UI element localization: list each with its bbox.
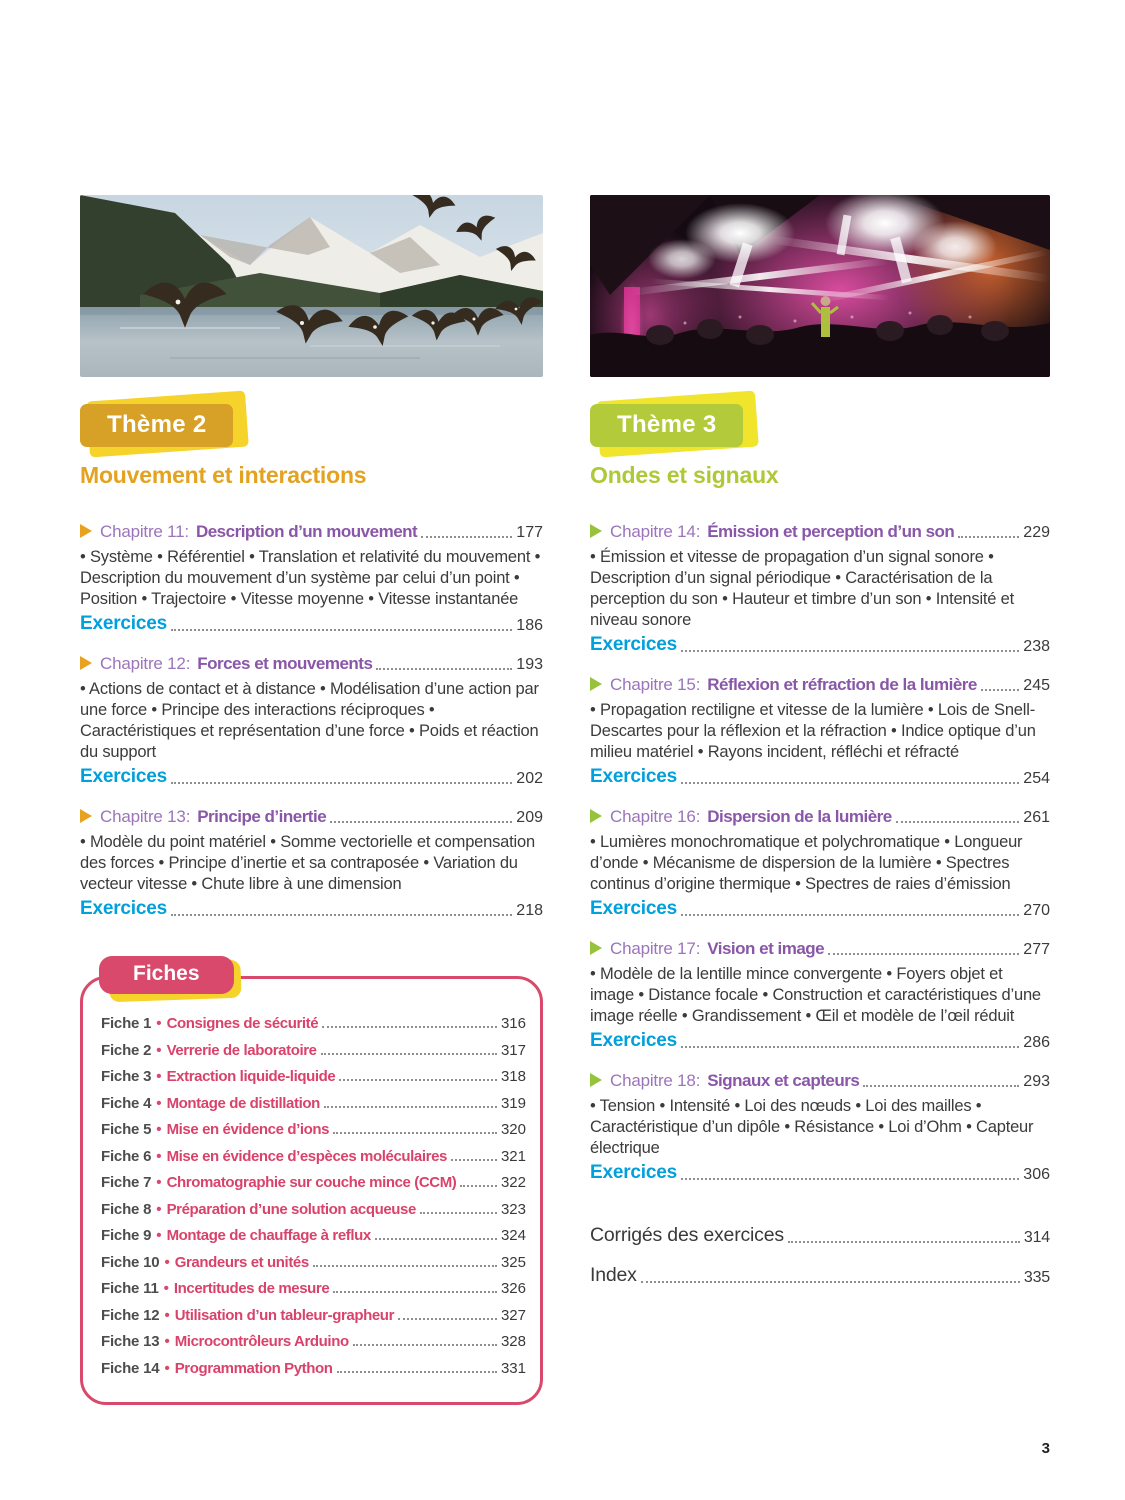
chapter-title: Dispersion de la lumière	[707, 807, 892, 826]
chapter-topics: • Modèle de la lentille mince convergente • Foyers objet et image • Distance focale • Construction et caractéristiques d’une image réelle • Grandissement • Œil et modèle de l’œil réduit	[590, 965, 1041, 1025]
index-page: 335	[1023, 1269, 1050, 1286]
fiche-label: Fiche 12	[101, 1306, 160, 1324]
bullet-dot-icon: •	[156, 1121, 162, 1138]
chapter-arrow-icon	[590, 941, 602, 955]
chapter-list	[80, 522, 543, 920]
index-entry	[590, 1264, 1050, 1287]
dotted-leader	[322, 1026, 497, 1028]
chapter-page: 193	[516, 656, 543, 673]
theme-badge-label: Thème 3	[590, 404, 743, 447]
chapter-entry	[590, 939, 1050, 1052]
dotted-leader	[421, 536, 512, 538]
chapter-label: Chapitre 17:	[610, 939, 701, 958]
fiche-label: Fiche 5	[101, 1121, 152, 1138]
corrections-entry	[590, 1224, 1050, 1247]
chapter-topics: • Lumières monochromatique et polychromatique • Longueur d’onde • Mécanisme de dispersion de la lumière • Spectres continus d’origine thermique • Spectres de raies d’émission	[590, 833, 1023, 893]
fiche-row	[101, 1042, 526, 1059]
fiche-label: Fiche 9	[101, 1227, 152, 1244]
exercises-page: 218	[516, 902, 543, 919]
fiche-row	[101, 1015, 526, 1032]
fiche-row	[101, 1148, 526, 1165]
fiche-page: 323	[500, 1200, 526, 1218]
fiche-title: Grandeurs et unités	[174, 1253, 309, 1271]
chapter-entry	[80, 654, 543, 788]
fiche-label: Fiche 1	[101, 1015, 152, 1032]
chapter-arrow-icon	[590, 809, 602, 823]
fiche-page: 318	[500, 1068, 526, 1085]
theme-badge-label: Thème 2	[80, 404, 233, 447]
chapter-arrow-icon	[80, 524, 92, 538]
fiche-label: Fiche 13	[101, 1333, 160, 1350]
dotted-leader	[451, 1159, 497, 1161]
bullet-dot-icon: •	[156, 1041, 162, 1059]
bullet-dot-icon: •	[156, 1147, 162, 1165]
dotted-leader	[788, 1241, 1020, 1243]
theme-title: Ondes et signaux	[590, 462, 779, 488]
fiche-label: Fiche 7	[101, 1174, 152, 1191]
fiche-title: Verrerie de laboratoire	[166, 1041, 317, 1059]
fiche-page: 320	[500, 1121, 526, 1138]
fiche-page: 325	[500, 1253, 526, 1271]
chapter-page: 261	[1023, 809, 1050, 826]
dotted-leader	[981, 689, 1019, 691]
dotted-leader	[333, 1291, 497, 1293]
fiche-title: Incertitudes de mesure	[173, 1280, 330, 1297]
fiche-title: Montage de chauffage à reflux	[166, 1227, 371, 1244]
theme-badge-2	[80, 404, 233, 447]
fiche-title: Mise en évidence d’espèces moléculaires	[166, 1147, 447, 1165]
dotted-leader	[828, 953, 1019, 955]
exercises-page: 238	[1023, 638, 1050, 655]
fiche-row	[101, 1307, 526, 1324]
chapter-topics: • Propagation rectiligne et vitesse de la lumière • Lois de Snell-Descartes pour la réflexion et la réfraction • Indice optique d’un milieu matériel • Rayons incident, réfléchi et réfracté	[590, 701, 1036, 761]
fiche-title: Mise en évidence d’ions	[166, 1121, 330, 1138]
fiche-row	[101, 1201, 526, 1218]
fiches-badge	[99, 956, 234, 994]
fiche-title: Programmation Python	[174, 1359, 333, 1377]
chapter-entry	[80, 522, 543, 635]
bullet-dot-icon: •	[156, 1094, 162, 1112]
exercises-label: Exercices	[80, 898, 167, 919]
dotted-leader	[681, 650, 1019, 652]
chapter-title: Forces et mouvements	[197, 654, 373, 673]
fiche-label: Fiche 3	[101, 1068, 152, 1085]
concert-photo	[590, 195, 1050, 377]
exercises-label: Exercices	[590, 1162, 677, 1183]
dotted-leader	[333, 1132, 497, 1134]
right-column	[590, 195, 1050, 1304]
fiches-box	[80, 962, 543, 1405]
exercises-label: Exercices	[590, 766, 677, 787]
fiche-label: Fiche 4	[101, 1094, 152, 1112]
dotted-leader	[171, 782, 512, 784]
exercises-page: 286	[1023, 1034, 1050, 1051]
chapter-arrow-icon	[80, 809, 92, 823]
fiche-row	[101, 1095, 526, 1112]
chapter-entry	[80, 807, 543, 920]
dotted-leader	[375, 1238, 497, 1240]
fiche-row	[101, 1068, 526, 1085]
exercises-label: Exercices	[590, 898, 677, 919]
chapter-arrow-icon	[590, 1073, 602, 1087]
fiche-title: Extraction liquide-liquide	[166, 1068, 336, 1085]
exercises-page: 254	[1023, 770, 1050, 787]
fiche-page: 317	[500, 1041, 526, 1059]
chapter-page: 245	[1023, 677, 1050, 694]
bullet-dot-icon: •	[164, 1333, 170, 1350]
bullet-dot-icon: •	[156, 1068, 162, 1085]
bullet-dot-icon: •	[164, 1359, 170, 1377]
exercises-page: 186	[516, 617, 543, 634]
fiche-page: 331	[500, 1359, 526, 1377]
corrections-label: Corrigés des exercices	[590, 1224, 784, 1246]
chapter-title: Description d’un mouvement	[195, 522, 418, 541]
chapter-entry	[590, 1071, 1050, 1184]
fiche-label: Fiche 6	[101, 1147, 152, 1165]
fiches-badge-label: Fiches	[99, 956, 234, 994]
chapter-arrow-icon	[590, 524, 602, 538]
dotted-leader	[171, 629, 512, 631]
dotted-leader	[171, 914, 512, 916]
dotted-leader	[398, 1318, 497, 1320]
fiche-title: Montage de distillation	[166, 1094, 320, 1112]
fiche-page: 321	[500, 1147, 526, 1165]
dotted-leader	[681, 782, 1019, 784]
fiche-page: 328	[500, 1333, 526, 1350]
fiche-title: Chromatographie sur couche mince (CCM)	[166, 1174, 457, 1191]
fiche-page: 327	[500, 1306, 526, 1324]
chapter-label: Chapitre 18:	[610, 1071, 701, 1090]
fiche-row	[101, 1360, 526, 1377]
fiche-page: 322	[500, 1174, 526, 1191]
chapter-label: Chapitre 16:	[610, 807, 701, 826]
page-number: 3	[1041, 1440, 1050, 1457]
dotted-leader	[376, 668, 512, 670]
dotted-leader	[863, 1085, 1019, 1087]
dotted-leader	[896, 821, 1020, 823]
chapter-title: Principe d’inertie	[197, 807, 327, 826]
dotted-leader	[681, 1046, 1019, 1048]
chapter-page: 293	[1023, 1073, 1050, 1090]
bullet-dot-icon: •	[156, 1227, 162, 1244]
chapter-label: Chapitre 13:	[100, 807, 191, 826]
chapter-topics: • Actions de contact et à distance • Modélisation d’une action par une force • Principe des interactions réciproques • Caractéristiques et représentation d’une force • Poids et réaction du support	[80, 680, 539, 761]
corrections-page: 314	[1023, 1229, 1050, 1246]
exercises-label: Exercices	[590, 634, 677, 655]
fiche-row	[101, 1227, 526, 1244]
dotted-leader	[958, 536, 1019, 538]
chapter-topics: • Émission et vitesse de propagation d’un signal sonore • Description d’un signal périodique • Caractérisation de la perception du son • Hauteur et timbre d’un son • Intensité et niveau sonore	[590, 548, 1015, 629]
theme-badge-3	[590, 404, 743, 447]
bullet-dot-icon: •	[163, 1280, 169, 1297]
fiche-label: Fiche 11	[101, 1280, 159, 1297]
fiche-row	[101, 1333, 526, 1350]
fiche-row	[101, 1254, 526, 1271]
fiche-title: Préparation d’une solution acqueuse	[166, 1200, 416, 1218]
exercises-label: Exercices	[590, 1030, 677, 1051]
dotted-leader	[313, 1265, 497, 1267]
chapter-entry	[590, 675, 1050, 788]
fiche-label: Fiche 10	[101, 1253, 160, 1271]
dotted-leader	[460, 1185, 497, 1187]
chapter-arrow-icon	[590, 677, 602, 691]
fiche-label: Fiche 8	[101, 1200, 152, 1218]
dotted-leader	[353, 1344, 497, 1346]
end-links	[590, 1224, 1050, 1287]
bullet-dot-icon: •	[156, 1174, 162, 1191]
dotted-leader	[337, 1371, 497, 1373]
bullet-dot-icon: •	[164, 1253, 170, 1271]
fiche-row	[101, 1174, 526, 1191]
chapter-title: Vision et image	[707, 939, 825, 958]
exercises-page: 270	[1023, 902, 1050, 919]
fiche-label: Fiche 2	[101, 1041, 152, 1059]
fiche-page: 324	[500, 1227, 526, 1244]
chapter-label: Chapitre 15:	[610, 675, 701, 694]
chapter-page: 177	[516, 524, 543, 541]
chapter-title: Émission et perception d’un son	[707, 522, 955, 541]
fiche-title: Microcontrôleurs Arduino	[174, 1333, 349, 1350]
dotted-leader	[324, 1106, 497, 1108]
chapter-list	[590, 522, 1050, 1184]
chapter-label: Chapitre 12:	[100, 654, 191, 673]
chapter-label: Chapitre 14:	[610, 522, 701, 541]
dotted-leader	[420, 1212, 497, 1214]
bullet-dot-icon: •	[156, 1015, 162, 1032]
fiche-label: Fiche 14	[101, 1359, 160, 1377]
exercises-page: 306	[1023, 1166, 1050, 1183]
theme-title: Mouvement et interactions	[80, 462, 367, 488]
exercises-page: 202	[516, 770, 543, 787]
dotted-leader	[681, 914, 1019, 916]
chapter-arrow-icon	[80, 656, 92, 670]
bullet-dot-icon: •	[164, 1306, 170, 1324]
dotted-leader	[330, 821, 512, 823]
chapter-entry	[590, 522, 1050, 656]
chapter-entry	[590, 807, 1050, 920]
dotted-leader	[681, 1178, 1019, 1180]
fiche-row	[101, 1121, 526, 1138]
dotted-leader	[339, 1079, 497, 1081]
exercises-label: Exercices	[80, 613, 167, 634]
eagles-photo	[80, 195, 543, 377]
chapter-topics: • Système • Référentiel • Translation et relativité du mouvement • Description du mouvement d’un système par celui d’un point • Position • Trajectoire • Vitesse moyenne • Vitesse instantanée	[80, 548, 541, 608]
chapter-page: 209	[516, 809, 543, 826]
chapter-page: 277	[1023, 941, 1050, 958]
index-label: Index	[590, 1264, 637, 1286]
fiche-title: Utilisation d’un tableur-grapheur	[174, 1306, 395, 1324]
dotted-leader	[641, 1281, 1020, 1283]
fiche-page: 326	[500, 1280, 526, 1297]
exercises-label: Exercices	[80, 766, 167, 787]
left-column	[80, 195, 543, 1405]
fiche-page: 319	[500, 1094, 526, 1112]
chapter-title: Réflexion et réfraction de la lumière	[707, 675, 977, 694]
chapter-label: Chapitre 11:	[100, 522, 189, 541]
chapter-page: 229	[1023, 524, 1050, 541]
chapter-title: Signaux et capteurs	[707, 1071, 860, 1090]
dotted-leader	[321, 1053, 497, 1055]
chapter-topics: • Tension • Intensité • Loi des nœuds • Loi des mailles • Caractéristique d’un dipôle • Résistance • Loi d’Ohm • Capteur électrique	[590, 1097, 1034, 1157]
fiche-row	[101, 1280, 526, 1297]
fiche-title: Consignes de sécurité	[166, 1015, 319, 1032]
bullet-dot-icon: •	[156, 1200, 162, 1218]
fiche-page: 316	[500, 1015, 526, 1032]
chapter-topics: • Modèle du point matériel • Somme vectorielle et compensation des forces • Principe d’inertie et sa contraposée • Variation du vecteur vitesse • Chute libre à une dimension	[80, 833, 535, 893]
